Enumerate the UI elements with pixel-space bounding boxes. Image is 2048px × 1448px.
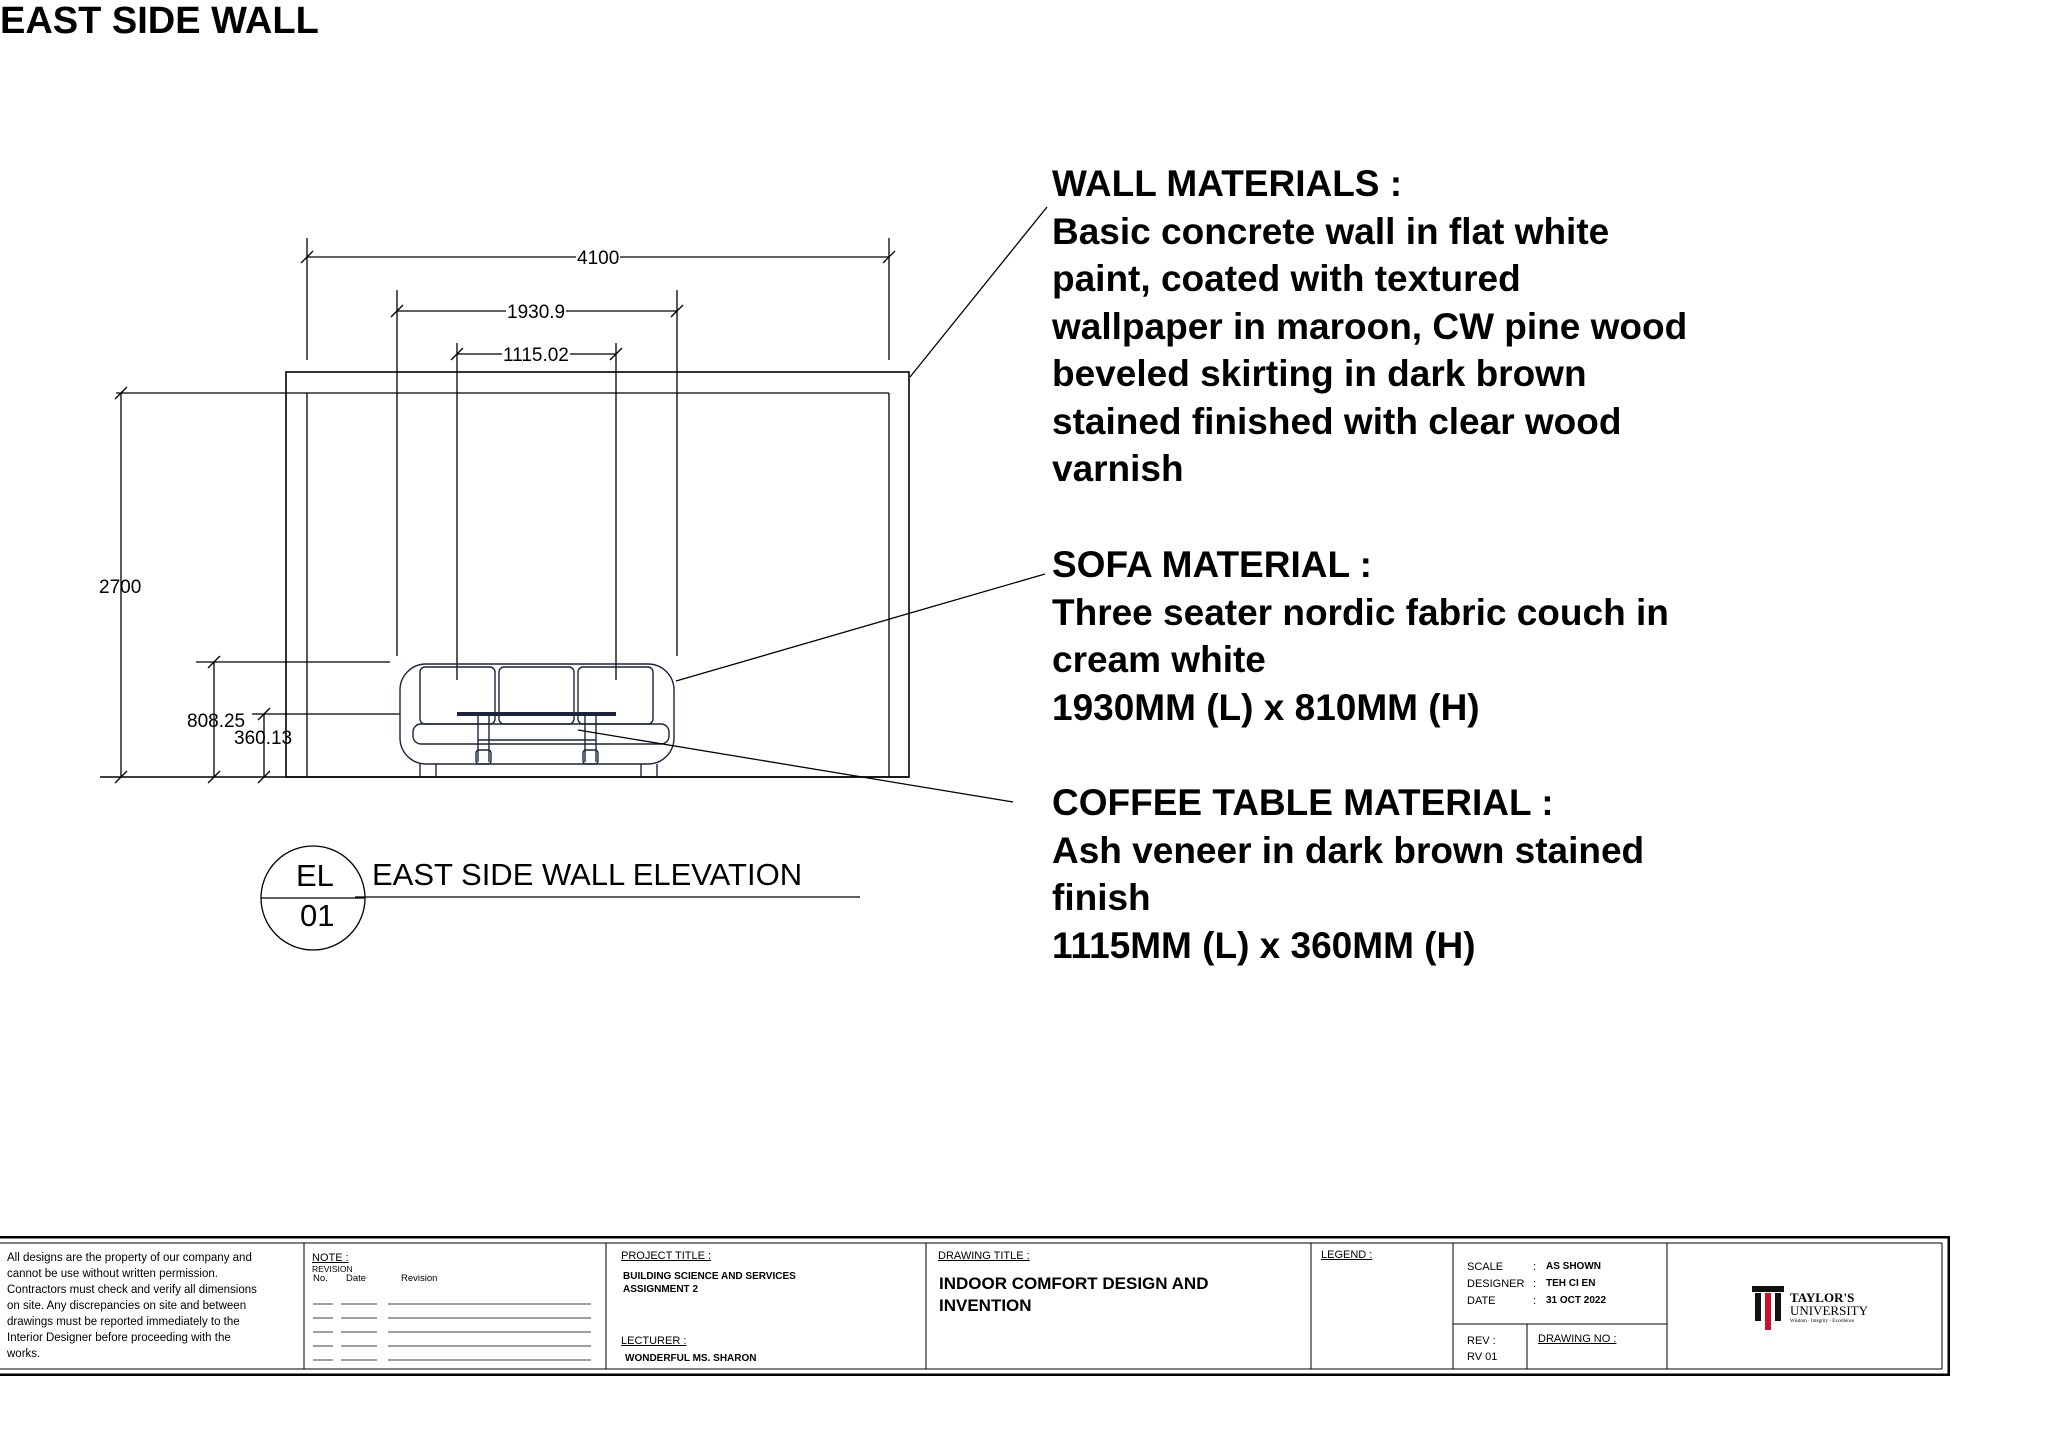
elevation-caption: EAST SIDE WALL ELEVATION (372, 857, 803, 892)
sofa-drawing (400, 664, 674, 777)
table-material-line: 1115MM (L) x 360MM (H) (1052, 924, 1476, 966)
drawing-title-label: DRAWING TITLE : (938, 1250, 1030, 1262)
colon: : (1533, 1295, 1537, 1307)
elevation-tag-code: EL (296, 858, 334, 893)
project-title-line: ASSIGNMENT 2 (623, 1284, 699, 1295)
scale-label: SCALE (1467, 1261, 1504, 1273)
table-leader-line (578, 730, 1013, 802)
scale-value: AS SHOWN (1546, 1261, 1601, 1272)
dim-wall-height: 2700 (99, 577, 142, 598)
wall-materials-line: paint, coated with textured (1052, 258, 1521, 299)
project-title-label: PROJECT TITLE : (621, 1250, 712, 1262)
wall-outline (286, 372, 909, 777)
designer-label: DESIGNER (1467, 1278, 1525, 1290)
dim-sofa-height: 808.25 (187, 711, 246, 732)
sofa-material-line: Three seater nordic fabric couch in (1052, 591, 1669, 633)
lecturer-name: WONDERFUL MS. SHARON (625, 1353, 757, 1364)
sofa-material-block (1052, 541, 1812, 731)
logo-line1: TAYLOR'S (1790, 1290, 1855, 1305)
rev-label: REV : (1467, 1335, 1496, 1347)
drawing-title: EAST SIDE WALL (0, 0, 319, 42)
colon: : (1533, 1261, 1537, 1273)
dim-sofa-width: 1930.9 (507, 302, 566, 323)
disclaimer-line: drawings must be reported immediately to the (7, 1316, 240, 1328)
wall-materials-line: wallpaper in maroon, CW pine wood (1052, 305, 1688, 347)
drawing-title-line: INDOOR COMFORT DESIGN AND (939, 1274, 1209, 1293)
wall-materials-line: Basic concrete wall in flat white (1052, 210, 1610, 252)
revision-header: Revision (401, 1273, 438, 1284)
sofa-leader-line (676, 574, 1045, 681)
date-value: 31 OCT 2022 (1546, 1295, 1607, 1306)
note-label: NOTE : (312, 1252, 349, 1264)
university-logo-icon (1752, 1286, 1784, 1330)
wall-materials-line: beveled skirting in dark brown (1052, 353, 1587, 394)
elevation-tag-number: 01 (300, 898, 335, 933)
disclaimer-line: Contractors must check and verify all dimensions (7, 1284, 257, 1296)
drawing-no-label: DRAWING NO : (1538, 1333, 1617, 1345)
title-block (0, 1236, 1950, 1376)
logo-tagline: Wisdom · Integrity · Excellence (1790, 1319, 1855, 1324)
wall-leader-line (910, 207, 1047, 377)
dim-table-height: 360.13 (234, 728, 293, 749)
disclaimer-line: All designs are the property of our company and (7, 1252, 252, 1264)
disclaimer-line: on site. Any discrepancies on site and between (7, 1300, 247, 1312)
legend-label: LEGEND : (1321, 1249, 1373, 1261)
disclaimer-line: works. (7, 1348, 41, 1360)
rev-value: RV 01 (1467, 1351, 1498, 1363)
project-title-line: BUILDING SCIENCE AND SERVICES (623, 1271, 796, 1282)
date-label: DATE (1467, 1295, 1496, 1307)
wall-materials-block (1052, 160, 1812, 493)
revision-date-header: Date (346, 1273, 367, 1284)
drawing-title-value (939, 1273, 1208, 1317)
coffee-table-drawing (457, 714, 616, 764)
table-material-line: Ash veneer in dark brown stained (1052, 829, 1645, 871)
colon: : (1533, 1278, 1537, 1290)
revision-label: REVISION (312, 1264, 353, 1274)
table-material-heading: COFFEE TABLE MATERIAL : (1052, 782, 1554, 823)
disclaimer-text (7, 1250, 257, 1362)
sofa-material-heading: SOFA MATERIAL : (1052, 544, 1372, 585)
drawing-title-line: INVENTION (939, 1296, 1032, 1315)
table-material-block (1052, 779, 1812, 969)
lecturer-label: LECTURER : (621, 1335, 687, 1347)
designer-value: TEH CI EN (1546, 1278, 1596, 1289)
wall-materials-line: stained finished with clear wood (1052, 400, 1622, 442)
sofa-material-line: cream white (1052, 639, 1266, 680)
sofa-material-line: 1930MM (L) x 810MM (H) (1052, 686, 1480, 728)
revision-no-header: No. (313, 1273, 328, 1284)
wall-materials-line: varnish (1052, 448, 1184, 489)
logo-line2: UNIVERSITY (1790, 1303, 1868, 1318)
disclaimer-line: Interior Designer before proceeding with the (7, 1332, 231, 1344)
dim-table-width: 1115.02 (503, 345, 569, 366)
wall-materials-heading: WALL MATERIALS : (1052, 163, 1403, 204)
dim-overall-width: 4100 (577, 248, 620, 269)
disclaimer-line: cannot be use without written permission. (7, 1268, 218, 1280)
table-material-line: finish (1052, 877, 1151, 918)
